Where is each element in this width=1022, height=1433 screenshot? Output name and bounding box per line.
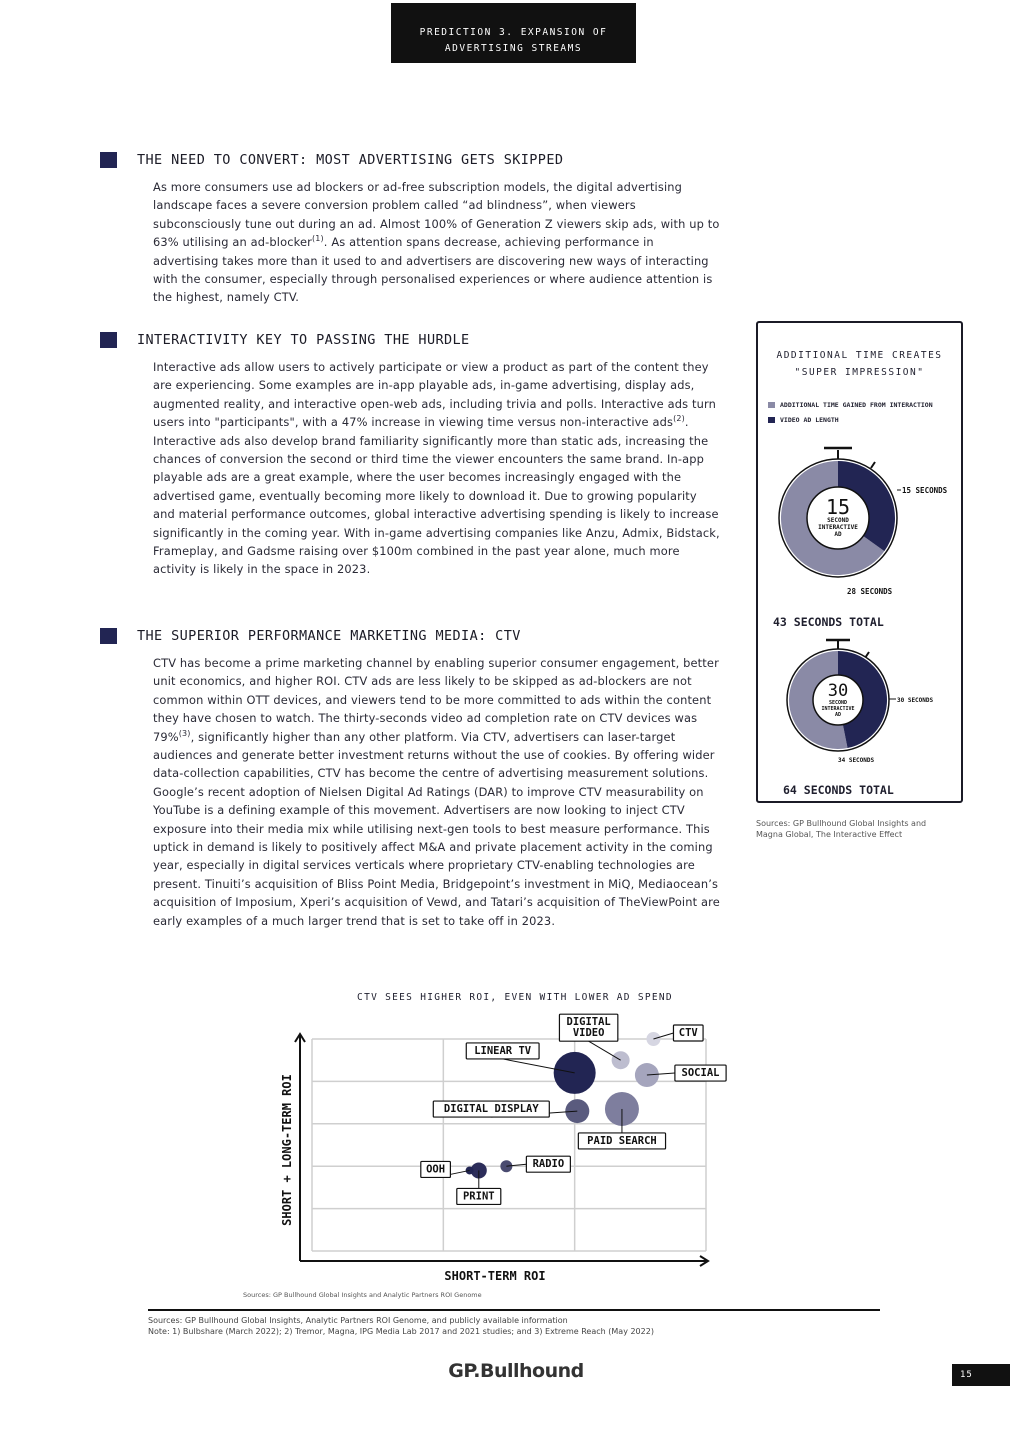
donut-center-line: INTERACTIVE <box>821 706 855 712</box>
panel-title-line-2: "SUPER IMPRESSION" <box>794 367 925 378</box>
legend-swatch-dark <box>768 417 775 423</box>
footer-note: Note: 1) Bulbshare (March 2022); 2) Tremor, Magna, IPG Media Lab 2017 and 2021 studies; and 3) Extreme Reach (May 2022) <box>148 1327 654 1336</box>
footer-sources: Sources: GP Bullhound Global Insights, Analytic Partners ROI Genome, and publicly available information <box>148 1316 568 1325</box>
x-axis-label: SHORT-TERM ROI <box>444 1269 546 1283</box>
page-number: 15 <box>952 1364 1010 1386</box>
footer-notes <box>148 1315 654 1337</box>
label-leader-line <box>589 1041 621 1060</box>
panel-title <box>758 347 961 381</box>
section-2-text-b: . Interactive ads also develop brand familiarity significantly more than static ads, increasing the chances of conversion the second or third time the viewer encounters the same brand. In-app playable ads are a great example, where the user becomes increasingly engaged with the advertised game, eventually becoming more likely to download it. Due to growing popularity and material performance outcomes, global interactive advertising spending is likely to increase significantly in the coming year. With in-game advertising companies like Anzu, Admix, Bidstack, Frameplay, and Gadsme raising over $100m combined in the past year alone, much more activity is likely in the space in 2023. <box>153 415 720 577</box>
section-title-1: THE NEED TO CONVERT: MOST ADVERTISING GETS SKIPPED <box>137 152 564 168</box>
stopwatch-tick <box>871 462 875 468</box>
chart-title: CTV SEES HIGHER ROI, EVEN WITH LOWER AD SPEND <box>357 992 673 1003</box>
donut-1-total: 43 SECONDS TOTAL <box>773 615 884 629</box>
section-marker-square <box>100 332 117 348</box>
section-marker-square <box>100 152 117 168</box>
roi-bubble-chart <box>250 1005 740 1290</box>
donut-center-line: SECOND <box>827 517 849 524</box>
donut-2-total: 64 SECONDS TOTAL <box>783 783 894 797</box>
section-3-text-b: , significantly higher than any other platform. Via CTV, advertisers can laser-target audiences and generate better investment returns without the use of cookies. By offering wider data-collection capabilities, CTV has become the centre of advertising measurement solutions. Google’s recent adoption of Nielsen Digital Ad Ratings (DAR) to improve CTV measurability on YouTube is a defining example of this movement. Advertisers are now looking to inject CTV exposure into their media mix while utilising next-gen tools to best measure performance. This uptick in demand is likely to positively affect M&A and private placement activity in the coming year, especially in digital services verticals where proprietary CTV-enabling technologies are present. Tinuiti’s acquisition of Bliss Point Media, Bridgepoint’s investment in MiQ, Mediaocean’s acquisition of Imposium, Xperi’s acquisition of Vewd, and Tatari’s acquisition of TheViewPoint are early examples of a much larger trend that is set to take off in 2023. <box>153 729 720 928</box>
gp-bullhound-logo: GP.Bullhound <box>448 1360 584 1382</box>
section-1-text-a: As more consumers use ad blockers or ad-free subscription models, the digital advertising landscape faces a severe conversion problem called “ad blindness”, when viewers subconsciously tune out during an ad. Almost 100% of Generation Z viewers skip ads, with up to 63% utilising an ad-blocker <box>153 180 720 250</box>
bubble-label: CTV <box>678 1027 698 1039</box>
bubble-digital-display <box>565 1099 589 1123</box>
legend-swatch-light <box>768 402 775 408</box>
bubble-ooh <box>466 1166 474 1174</box>
donut-center-line: AD <box>834 712 842 718</box>
donut-chart-15s <box>758 438 961 598</box>
bubble-label: DIGITAL DISPLAY <box>443 1103 539 1116</box>
section-marker-square <box>100 628 117 644</box>
bubble-label: VIDEO <box>572 1027 605 1040</box>
section-title-2: INTERACTIVITY KEY TO PASSING THE HURDLE <box>137 332 470 348</box>
bubble-label: SOCIAL <box>681 1067 720 1080</box>
footer-divider <box>148 1309 880 1311</box>
bubble-label: PAID SEARCH <box>587 1134 657 1147</box>
section-title-3: THE SUPERIOR PERFORMANCE MARKETING MEDIA: CTV <box>137 628 521 644</box>
donut-light-label: 28 SECONDS <box>847 587 893 596</box>
section-3-text-a: CTV has become a prime marketing channel by enabling superior consumer engagement, better unit economics, and higher ROI. CTV ads are less likely to be skipped as ad-blockers are not common within OTT devices, and viewers tend to be more committed to ads within the content they have chosen to watch. The thirty-seconds video ad completion rate on CTV devices was 79% <box>153 656 719 744</box>
donut-light-label: 34 SECONDS <box>838 757 875 764</box>
donut-dark-label: 15 SECONDS <box>902 486 948 495</box>
section-body-3 <box>153 654 721 930</box>
donut-chart-30s <box>758 633 961 773</box>
section-2-ref: (2) <box>673 414 685 424</box>
donut-center-number: 15 <box>825 495 851 519</box>
section-1-text-b: . As attention spans decrease, achieving performance in advertising takes more than it used to and advertisers are discovering new ways of interacting with the consumer, especially through personalised experiences or where audience attention is the highest, namely CTV. <box>153 235 713 305</box>
section-body-2 <box>153 358 721 579</box>
y-axis-label: SHORT + LONG-TERM ROI <box>280 1074 294 1226</box>
panel-sources-line-2: Magna Global, The Interactive Effect <box>756 830 903 839</box>
section-header-box <box>391 3 636 63</box>
section-body-1 <box>153 178 721 307</box>
section-3-ref: (3) <box>178 728 191 738</box>
header-line-2: ADVERTISING STREAMS <box>444 43 583 54</box>
bubble-label: DIGITAL <box>566 1016 611 1029</box>
donut-center-line: AD <box>834 531 842 538</box>
donut-center-line: SECOND <box>828 700 848 706</box>
panel-sources <box>756 818 966 840</box>
donut-dark-label: 30 SECONDS <box>897 697 934 704</box>
legend-item-video-ad-length <box>768 416 839 424</box>
legend-item-additional-time <box>768 401 933 409</box>
panel-title-line-1: ADDITIONAL TIME CREATES <box>776 350 943 361</box>
super-impression-panel <box>756 321 963 803</box>
bubble-label: OOH <box>426 1163 446 1176</box>
donut-center-line: INTERACTIVE <box>818 524 858 531</box>
legend-label: ADDITIONAL TIME GAINED FROM INTERACTION <box>780 401 933 409</box>
panel-sources-line-1: Sources: GP Bullhound Global Insights and <box>756 819 927 828</box>
bubble-label: PRINT <box>462 1190 495 1203</box>
legend-label: VIDEO AD LENGTH <box>780 416 839 424</box>
section-2-text-a: Interactive ads allow users to actively participate or view a product as part of the content they are experiencing. Some examples are in-app playable ads, in-game advertising, display ads, augmented reality, and interactive open-web ads, including trivia and polls. Interactive ads turn users into "participants", with a 47% increase in viewing time versus non-interactive ads <box>153 360 716 430</box>
header-line-1: PREDICTION 3. EXPANSION OF <box>419 27 608 38</box>
section-1-ref: (1) <box>312 234 324 244</box>
bubble-label: RADIO <box>532 1158 565 1171</box>
chart-sources: Sources: GP Bullhound Global Insights and Analytic Partners ROI Genome <box>243 1291 482 1299</box>
donut-center-number: 30 <box>827 681 849 701</box>
bubble-label: LINEAR TV <box>474 1044 532 1057</box>
